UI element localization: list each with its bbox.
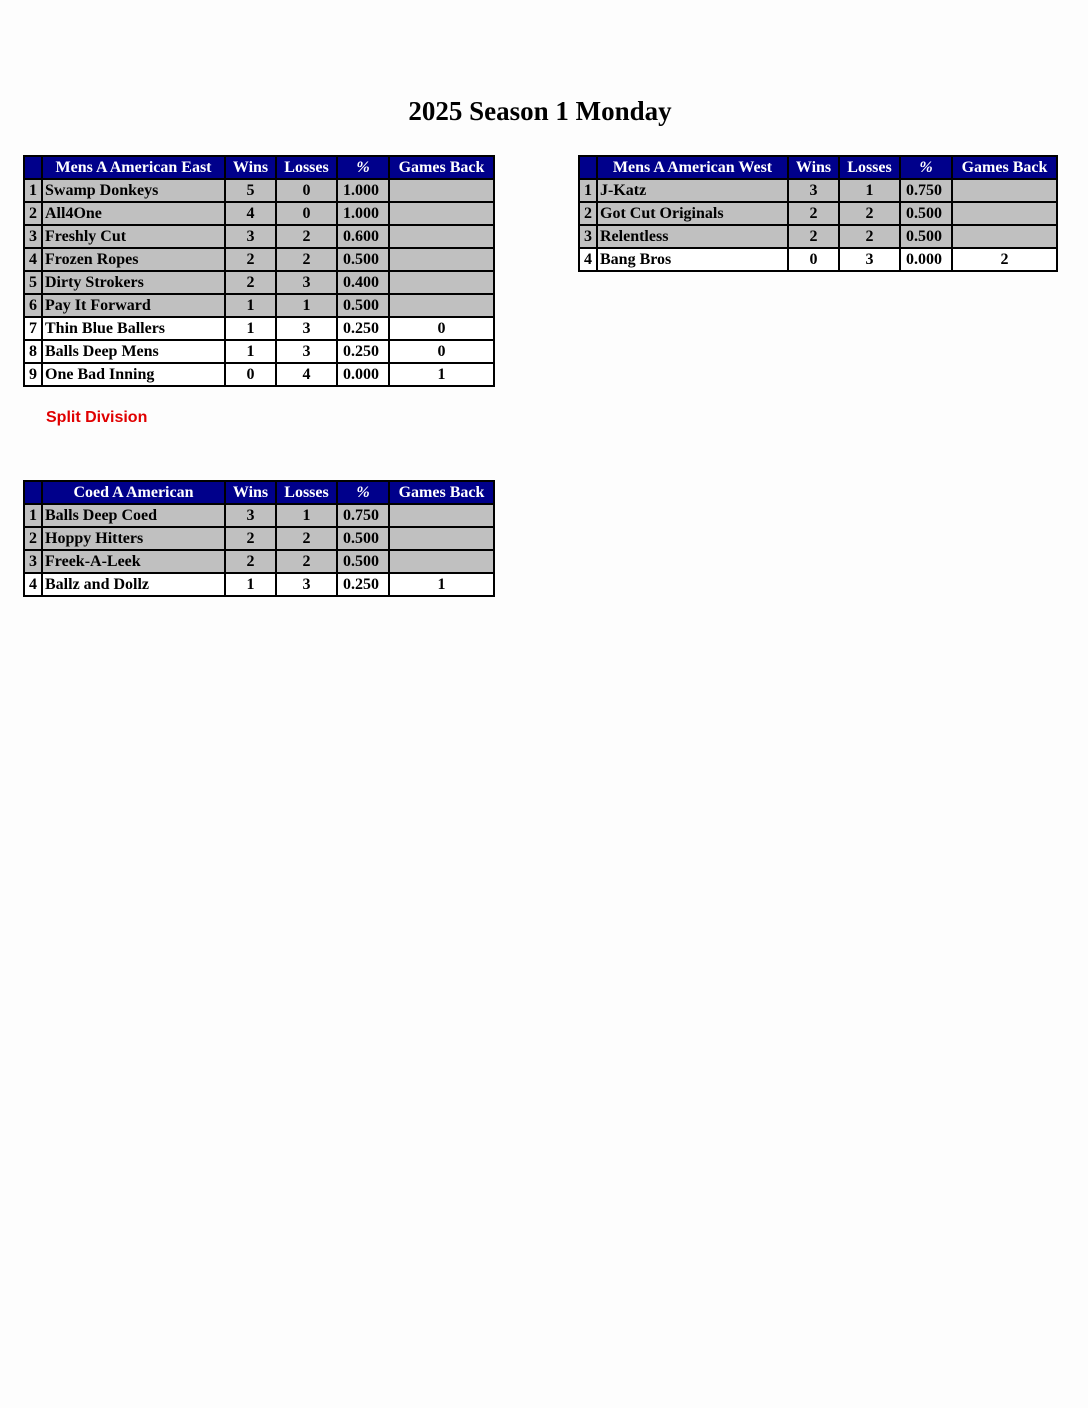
rank-cell: 1 [579, 179, 597, 202]
standings-table-coed [23, 480, 495, 597]
team-name-cell: Freshly Cut [42, 225, 225, 248]
table-row [24, 294, 494, 317]
team-name-cell: Ballz and Dollz [42, 573, 225, 596]
table-header-row [24, 156, 494, 179]
pct-cell: 0.500 [337, 248, 389, 271]
split-division-note: Split Division [46, 409, 148, 426]
wins-header: Wins [788, 156, 839, 179]
losses-cell: 2 [839, 225, 900, 248]
table-row [24, 225, 494, 248]
losses-cell: 1 [276, 504, 337, 527]
table-header-row [579, 156, 1057, 179]
losses-cell: 3 [276, 317, 337, 340]
team-name-cell: Balls Deep Mens [42, 340, 225, 363]
table-row [24, 248, 494, 271]
pct-cell: 0.600 [337, 225, 389, 248]
pct-cell: 1.000 [337, 202, 389, 225]
wins-cell: 0 [225, 363, 276, 386]
games-back-cell [389, 179, 494, 202]
games-back-cell [389, 202, 494, 225]
division-header: Mens A American West [597, 156, 788, 179]
losses-cell: 3 [276, 573, 337, 596]
table-row [24, 271, 494, 294]
rank-cell: 4 [24, 248, 42, 271]
games-back-cell [389, 504, 494, 527]
games-back-cell [952, 179, 1057, 202]
rank-cell: 2 [579, 202, 597, 225]
team-name-cell: Pay It Forward [42, 294, 225, 317]
table-row [24, 504, 494, 527]
wins-cell: 0 [788, 248, 839, 271]
wins-cell: 2 [225, 527, 276, 550]
wins-cell: 2 [225, 271, 276, 294]
wins-cell: 2 [788, 225, 839, 248]
losses-cell: 0 [276, 179, 337, 202]
games-back-cell: 0 [389, 317, 494, 340]
wins-cell: 1 [225, 573, 276, 596]
team-name-cell: One Bad Inning [42, 363, 225, 386]
rank-cell: 6 [24, 294, 42, 317]
rank-cell: 8 [24, 340, 42, 363]
wins-cell: 3 [225, 504, 276, 527]
pct-cell: 1.000 [337, 179, 389, 202]
table-row [24, 573, 494, 596]
team-name-cell: Dirty Strokers [42, 271, 225, 294]
rank-header [24, 156, 42, 179]
pct-cell: 0.500 [337, 550, 389, 573]
pct-header: % [337, 156, 389, 179]
wins-cell: 2 [225, 550, 276, 573]
games-back-cell [952, 202, 1057, 225]
pct-header: % [337, 481, 389, 504]
rank-cell: 2 [24, 527, 42, 550]
losses-cell: 2 [276, 527, 337, 550]
games-back-cell: 0 [389, 340, 494, 363]
standings-table-east [23, 155, 495, 387]
losses-cell: 2 [839, 202, 900, 225]
games-back-cell [389, 248, 494, 271]
rank-cell: 4 [579, 248, 597, 271]
division-header: Mens A American East [42, 156, 225, 179]
losses-cell: 4 [276, 363, 337, 386]
table-row [24, 340, 494, 363]
table-row [579, 225, 1057, 248]
pct-header: % [900, 156, 952, 179]
losses-cell: 2 [276, 550, 337, 573]
wins-cell: 1 [225, 340, 276, 363]
losses-cell: 2 [276, 225, 337, 248]
games-back-header: Games Back [389, 156, 494, 179]
losses-cell: 1 [839, 179, 900, 202]
table-row [24, 317, 494, 340]
table-row [579, 202, 1057, 225]
pct-cell: 0.250 [337, 317, 389, 340]
games-back-cell: 2 [952, 248, 1057, 271]
team-name-cell: Hoppy Hitters [42, 527, 225, 550]
table-row [24, 363, 494, 386]
rank-cell: 5 [24, 271, 42, 294]
table-row [24, 550, 494, 573]
pct-cell: 0.250 [337, 573, 389, 596]
wins-cell: 4 [225, 202, 276, 225]
wins-cell: 2 [225, 248, 276, 271]
rank-cell: 3 [24, 225, 42, 248]
losses-header: Losses [276, 481, 337, 504]
losses-cell: 3 [839, 248, 900, 271]
wins-cell: 1 [225, 317, 276, 340]
games-back-header: Games Back [952, 156, 1057, 179]
pct-cell: 0.500 [900, 202, 952, 225]
team-name-cell: J-Katz [597, 179, 788, 202]
team-name-cell: Balls Deep Coed [42, 504, 225, 527]
pct-cell: 0.500 [900, 225, 952, 248]
games-back-cell: 1 [389, 363, 494, 386]
team-name-cell: Swamp Donkeys [42, 179, 225, 202]
team-name-cell: Frozen Ropes [42, 248, 225, 271]
losses-cell: 3 [276, 340, 337, 363]
table-row [579, 248, 1057, 271]
table-row [579, 179, 1057, 202]
games-back-header: Games Back [389, 481, 494, 504]
team-name-cell: Relentless [597, 225, 788, 248]
losses-header: Losses [276, 156, 337, 179]
wins-header: Wins [225, 156, 276, 179]
team-name-cell: Got Cut Originals [597, 202, 788, 225]
wins-cell: 2 [788, 202, 839, 225]
pct-cell: 0.500 [337, 294, 389, 317]
games-back-cell [389, 271, 494, 294]
rank-cell: 2 [24, 202, 42, 225]
page-title: 2025 Season 1 Monday [408, 96, 672, 126]
losses-cell: 2 [276, 248, 337, 271]
pct-cell: 0.400 [337, 271, 389, 294]
wins-cell: 3 [788, 179, 839, 202]
games-back-cell: 1 [389, 573, 494, 596]
team-name-cell: Thin Blue Ballers [42, 317, 225, 340]
games-back-cell [389, 294, 494, 317]
rank-cell: 3 [579, 225, 597, 248]
pct-cell: 0.750 [900, 179, 952, 202]
rank-cell: 9 [24, 363, 42, 386]
wins-cell: 1 [225, 294, 276, 317]
rank-cell: 1 [24, 504, 42, 527]
games-back-cell [952, 225, 1057, 248]
pct-cell: 0.750 [337, 504, 389, 527]
losses-header: Losses [839, 156, 900, 179]
games-back-cell [389, 550, 494, 573]
losses-cell: 3 [276, 271, 337, 294]
rank-cell: 7 [24, 317, 42, 340]
table-row [24, 179, 494, 202]
table-header-row [24, 481, 494, 504]
losses-cell: 1 [276, 294, 337, 317]
rank-header [579, 156, 597, 179]
division-header: Coed A American [42, 481, 225, 504]
pct-cell: 0.250 [337, 340, 389, 363]
rank-cell: 4 [24, 573, 42, 596]
pct-cell: 0.000 [337, 363, 389, 386]
team-name-cell: Freek-A-Leek [42, 550, 225, 573]
team-name-cell: All4One [42, 202, 225, 225]
wins-cell: 3 [225, 225, 276, 248]
rank-header [24, 481, 42, 504]
team-name-cell: Bang Bros [597, 248, 788, 271]
rank-cell: 3 [24, 550, 42, 573]
table-row [24, 527, 494, 550]
losses-cell: 0 [276, 202, 337, 225]
standings-table-west [578, 155, 1058, 272]
wins-cell: 5 [225, 179, 276, 202]
wins-header: Wins [225, 481, 276, 504]
pct-cell: 0.000 [900, 248, 952, 271]
games-back-cell [389, 527, 494, 550]
rank-cell: 1 [24, 179, 42, 202]
games-back-cell [389, 225, 494, 248]
pct-cell: 0.500 [337, 527, 389, 550]
table-row [24, 202, 494, 225]
